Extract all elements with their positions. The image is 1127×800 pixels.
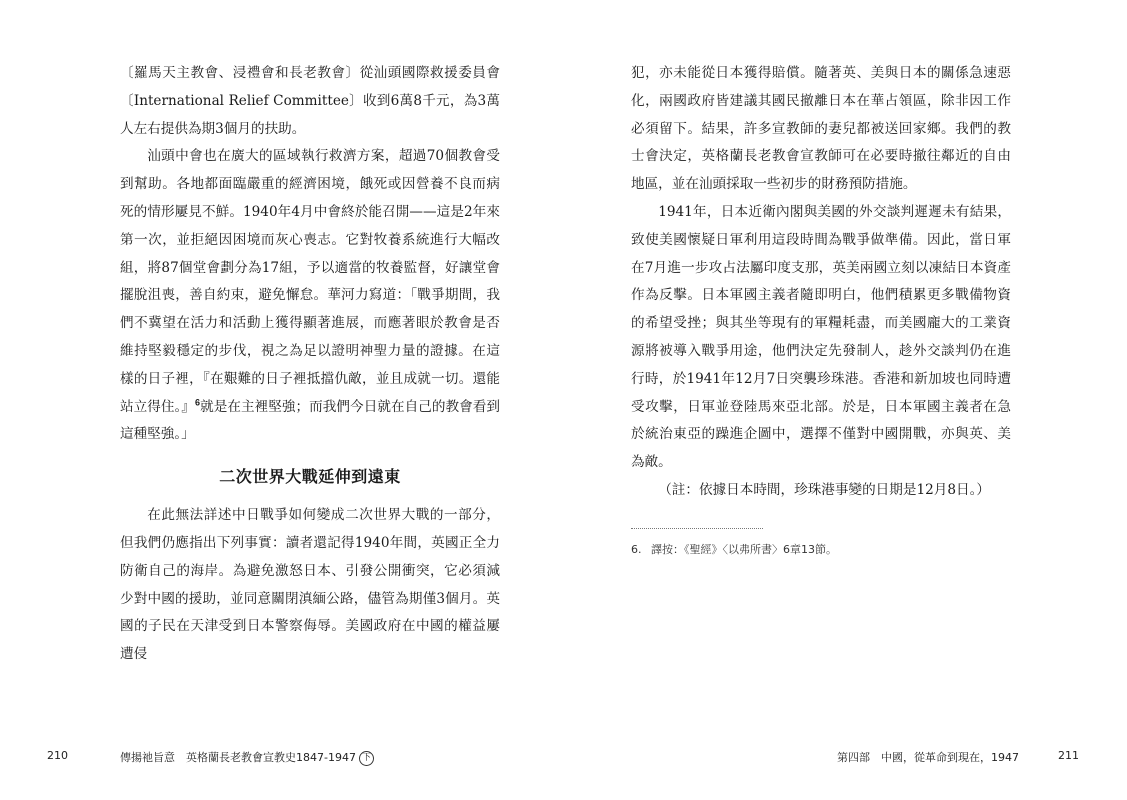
paragraph-text: 汕頭中會也在廣大的區域執行救濟方案，超過70個教會受到幫助。各地都面臨嚴重的經濟困境，餓死或因營養不良而病死的情形屢見不鮮。1940年4月中會終於能召開——這是2年來第一次，並拒絕因困境而灰心喪志。它對牧養系統進行大幅改組，將87個堂會劃分為17組，予以適當的牧養監督，好讓堂會擺脫沮喪，善自約束，避免懈怠。華河力寫道：「戰爭期間，我們不冀望在活力和活動上獲得顯著進展，而應著眼於教會是否維持堅毅穩定的步伐，視之為足以證明神聖力量的證據。在這樣的日子裡，『在艱難的日子裡抵擋仇敵，並且成就一切。還能站立得住。』 <box>120 148 500 415</box>
paragraph: 在此無法詳述中日戰爭如何變成二次世界大戰的一部分，但我們仍應指出下列事實：讀者還記得1940年間，英國正全力防衛自己的海岸。為避免激怒日本、引發公開衝突，它必須減少對中國的援助，並同意關閉滇緬公路，儘管為期僅3個月。英國的子民在天津受到日本警察侮辱。美國政府在中國的權益屢遭侵 <box>120 507 500 663</box>
footnote <box>631 542 837 558</box>
note-paragraph: （註：依據日本時間，珍珠港事變的日期是12月8日。） <box>658 481 990 498</box>
volume-mark: 下 <box>359 751 374 766</box>
running-head <box>120 749 374 766</box>
left-text-column <box>120 60 500 669</box>
running-head-text: 傳揚祂旨意 英格蘭長老教會宣教史1847-1947 <box>120 751 356 764</box>
section-heading: 二次世界大戰延伸到遠東 <box>219 467 401 487</box>
footnote-text: 譯按：《聖經》〈以弗所書〉6章13節。 <box>651 543 837 556</box>
paragraph-text: 就是在主裡堅強；而我們今日就在自己的教會看到這種堅強。」 <box>120 398 501 443</box>
paragraph: 1941年，日本近衛內閣與美國的外交談判遲遲未有結果，致使美國懷疑日軍利用這段時間為戰爭做準備。因此，當日軍在7月進一步攻占法屬印度支那，英美兩國立刻以凍結日本資產作為反擊。日本軍國主義者隨即明白，他們積累更多戰備物資的希望受挫；與其坐等現有的軍糧耗盡，而美國龐大的工業資源將被導入戰爭用途，他們決定先發制人，趁外交談判仍在進行時，於1941年12月7日突襲珍珠港。香港和新加坡也同時遭受攻擊，日軍並登陸馬來亞北部。於是，日本軍國主義者在急於統治東亞的躁進企圖中，選擇不僅對中國開戰，亦與英、美為敵。 <box>631 203 1011 471</box>
paragraph: 〔羅馬天主教會、浸禮會和長老教會〕從汕頭國際救援委員會〔International Relief Committee〕收到6萬8千元，為3萬人左右提供為期3個月的扶助。 <box>120 65 500 137</box>
footnote-divider <box>631 528 763 529</box>
page-number: 210 <box>47 749 68 762</box>
paragraph: 犯，亦未能從日本獲得賠償。隨著英、美與日本的關係急速惡化，兩國政府皆建議其國民撤離日本在華占領區，除非因工作必須留下。結果，許多宣教師的妻兒都被送回家鄉。我們的教士會決定，英格蘭長老教會宣教師可在必要時撤往鄰近的自由地區，並在汕頭採取一些初步的財務預防措施。 <box>631 65 1011 193</box>
page-number: 211 <box>1058 749 1079 762</box>
paragraph <box>120 143 500 449</box>
footnote-marker[interactable]: 6 <box>195 397 201 408</box>
right-page <box>564 0 1127 800</box>
left-page <box>0 0 563 800</box>
running-head: 第四部 中國，從革命到現在，1947 <box>837 751 1019 764</box>
footnote-number: 6. <box>631 543 642 556</box>
right-text-column <box>631 60 1011 505</box>
